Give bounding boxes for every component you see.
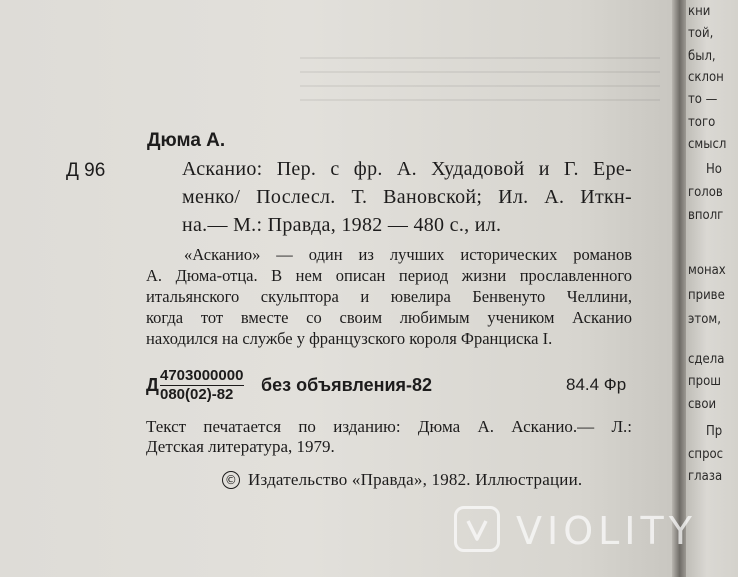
source-edition-note: [146, 417, 632, 457]
facing-page-fragment: голов: [688, 185, 723, 200]
classification-code: Д 96: [66, 160, 106, 181]
bbk-index: [146, 367, 646, 407]
bleed-through-text: [300, 45, 660, 125]
facing-page-fragment: того: [688, 115, 716, 130]
book-spine: [672, 0, 686, 577]
bibliographic-line: менко/ Послесл. Т. Вановской; Ил. А. Иткн-: [182, 186, 632, 208]
facing-page-fragment: той,: [688, 26, 714, 41]
abstract-line: А. Дюма-отца. В нем описан период жизни прославленного: [146, 266, 632, 285]
facing-page-fragment: приве: [688, 288, 725, 303]
bibliographic-line: на.— М.: Правда, 1982 — 480 с., ил.: [182, 214, 502, 236]
facing-page-fragment: этом,: [688, 312, 721, 327]
facing-page-fragment: склон: [688, 70, 724, 85]
udc-code: 84.4 Фр: [566, 375, 627, 394]
facing-page-fragment: вполг: [688, 208, 724, 223]
violity-logo-icon: [454, 506, 500, 552]
facing-page: [686, 0, 738, 577]
copyright-icon: ©: [222, 471, 240, 489]
facing-page-fragment: сдела: [688, 352, 725, 367]
facing-page-fragment: спрос: [688, 447, 724, 462]
bbk-numerator: 4703000000: [160, 367, 244, 384]
facing-page-fragment: кни: [688, 4, 711, 19]
facing-page-fragment: Пр: [706, 424, 723, 439]
copyright-text: Издательство «Правда», 1982. Иллюстрации.: [248, 470, 583, 489]
abstract: [146, 244, 632, 349]
bbk-denominator: 080(02)-82: [160, 386, 234, 403]
facing-page-fragment: смысл: [688, 137, 727, 152]
abstract-line: когда тот вместе со своим любимым учеником Асканио: [146, 308, 632, 327]
facing-page-fragment: то —: [688, 92, 718, 107]
source-line: Детская литература, 1979.: [146, 437, 335, 456]
bibliographic-line: Асканио: Пер. с фр. А. Худадовой и Г. Ере-: [182, 158, 632, 180]
source-line: Текст печатается по изданию: Дюма А. Асканио.— Л.:: [146, 417, 632, 436]
watermark-text: VIOLITY: [516, 509, 697, 553]
abstract-line: находился на службе у французского короля Франциска I.: [146, 329, 553, 348]
abstract-line: «Асканио» — один из лучших исторических романов: [184, 245, 632, 264]
facing-page-fragment: Но: [706, 162, 722, 177]
facing-page-fragment: монах: [688, 263, 726, 278]
author-heading: Дюма А.: [147, 130, 226, 151]
watermark: [454, 504, 738, 558]
abstract-line: итальянского скульптора и ювелира Бенвенуто Челлини,: [146, 287, 632, 306]
bbk-note: без объявления-82: [261, 375, 433, 395]
copyright-line: [222, 470, 582, 490]
bbk-fraction: [160, 367, 244, 404]
bbk-prefix: Д: [146, 375, 159, 395]
bibliographic-description: [182, 155, 632, 239]
facing-page-fragment: был,: [688, 49, 716, 64]
facing-page-fragment: глаза: [688, 469, 723, 484]
facing-page-fragment: прош: [688, 374, 721, 389]
facing-page-fragment: свои: [688, 397, 717, 412]
